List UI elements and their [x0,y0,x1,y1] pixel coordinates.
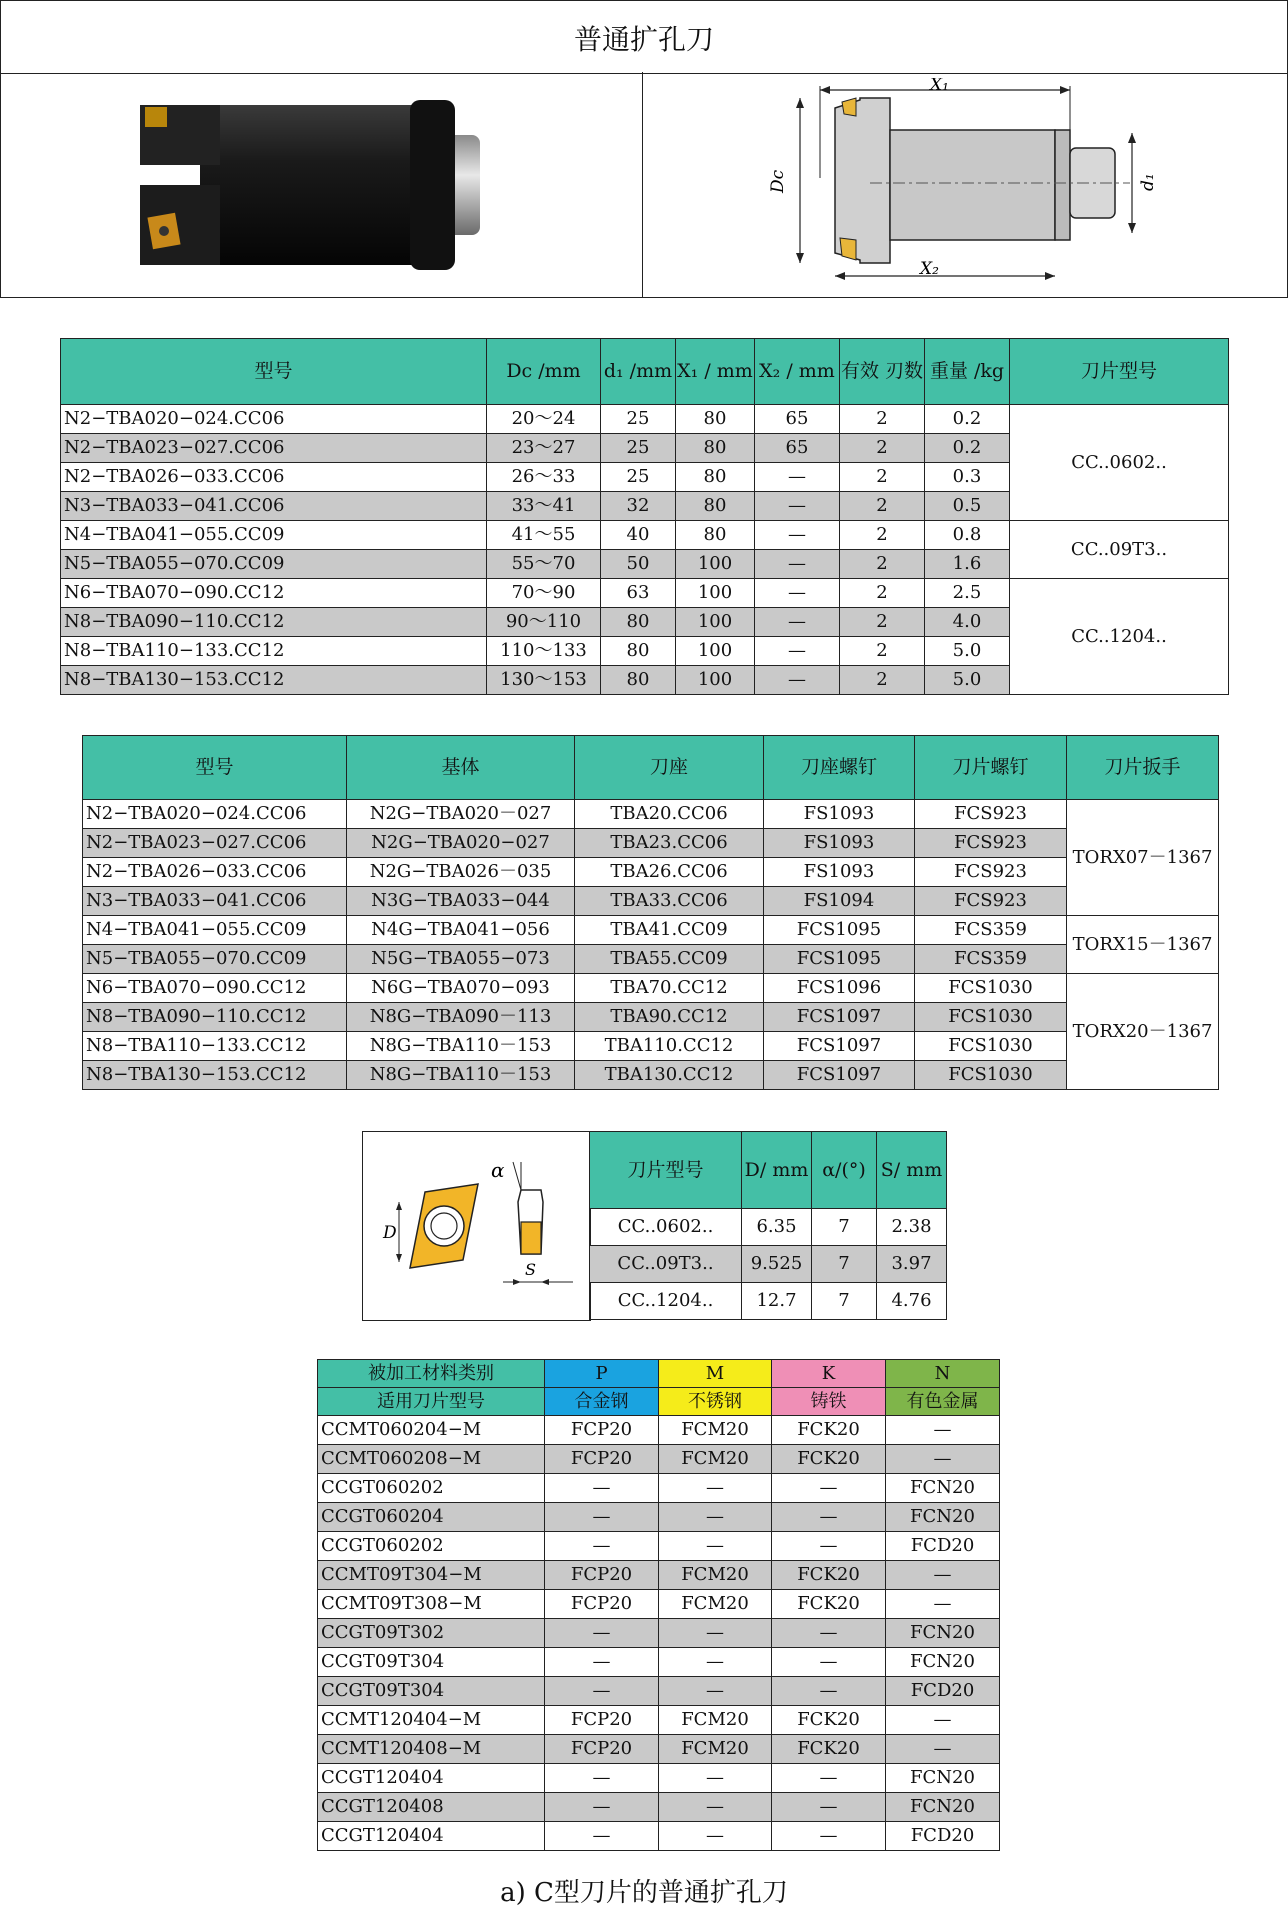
cell: CCGT060204 [318,1503,545,1532]
cell: FCP20 [545,1445,659,1474]
cell: FCS923 [915,887,1067,916]
cell: 2.38 [877,1209,947,1246]
cell: FCP20 [545,1735,659,1764]
cell: N2−TBA020−024.CC06 [61,405,487,434]
cell: 65 [755,434,840,463]
cell: FCK20 [772,1735,886,1764]
cell: — [659,1793,772,1822]
cell: FCS1097 [764,1003,915,1032]
cell: CCGT120408 [318,1793,545,1822]
cell: FCN20 [886,1648,1000,1677]
cell: FCN20 [886,1619,1000,1648]
cell: N3G−TBA033−044 [347,887,575,916]
material-n: N [886,1360,1000,1388]
cell: 0.5 [925,492,1010,521]
cell: — [772,1503,886,1532]
cell: N4−TBA041−055.CC09 [61,521,487,550]
cell: 2 [840,434,925,463]
wrench-group: TORX07－1367 [1067,800,1219,916]
col-header: 刀片型号 [590,1132,742,1209]
cell: CCGT120404 [318,1822,545,1851]
tool-parts-table [82,735,1219,1090]
cell: — [659,1532,772,1561]
cell: N6G−TBA070−093 [347,974,575,1003]
cell: 100 [676,666,755,695]
cell: — [659,1619,772,1648]
insert-alpha-label: α [491,1158,505,1182]
cell: FCS923 [915,858,1067,887]
cell: TBA41.CC09 [575,916,764,945]
material-p: P [545,1360,659,1388]
cell: 65 [755,405,840,434]
insert-group: CC..0602.. [1010,405,1229,521]
cell: N2−TBA026−033.CC06 [61,463,487,492]
cell: N8−TBA130−153.CC12 [83,1061,347,1090]
material-p-name: 合金钢 [545,1388,659,1416]
col-header: D/ mm [742,1132,812,1209]
cell: CCGT09T304 [318,1648,545,1677]
cell: — [755,492,840,521]
wrench-group: TORX20－1367 [1067,974,1219,1090]
cell: 80 [601,637,676,666]
cell: — [755,521,840,550]
cell: FCM20 [659,1590,772,1619]
cell: N2G−TBA020－027 [347,800,575,829]
material-m: M [659,1360,772,1388]
col-header: 刀座 [575,736,764,800]
cell: FCK20 [772,1590,886,1619]
cell: 25 [601,405,676,434]
cell: FCN20 [886,1474,1000,1503]
cell: — [545,1648,659,1677]
d1-label: d₁ [1138,173,1158,191]
cell: FCM20 [659,1735,772,1764]
cell: FCS1096 [764,974,915,1003]
cell: 0.2 [925,405,1010,434]
cell: FCN20 [886,1793,1000,1822]
cell: 7 [812,1209,877,1246]
cell: CCMT09T304−M [318,1561,545,1590]
cell: 0.2 [925,434,1010,463]
cell: N8G−TBA110－153 [347,1032,575,1061]
x1-label: X₁ [930,78,949,95]
cell: CC..09T3.. [590,1246,742,1283]
cell: FCS1030 [915,974,1067,1003]
cell: 100 [676,637,755,666]
tool-diagram [760,78,1160,293]
cell: FS1094 [764,887,915,916]
cell: — [772,1793,886,1822]
col-header: 基体 [347,736,575,800]
cell: — [545,1764,659,1793]
cell: N8G−TBA090－113 [347,1003,575,1032]
cell: — [886,1561,1000,1590]
page-title: 普通扩孔刀 [573,23,714,56]
cell: N2−TBA020−024.CC06 [83,800,347,829]
cell: 80 [676,463,755,492]
cell: — [545,1532,659,1561]
cell: — [772,1532,886,1561]
cell: 12.7 [742,1283,812,1320]
cell: N2−TBA023−027.CC06 [61,434,487,463]
cell: — [659,1764,772,1793]
cell: 7 [812,1283,877,1320]
x2-label: X₂ [920,259,939,279]
insert-drawing [363,1132,590,1320]
cell: 6.35 [742,1209,812,1246]
cell: FCP20 [545,1416,659,1445]
cell: N3−TBA033−041.CC06 [61,492,487,521]
cell: — [772,1648,886,1677]
cell: — [545,1619,659,1648]
cell: CCMT060204−M [318,1416,545,1445]
cell: 1.6 [925,550,1010,579]
cell: CCMT120408−M [318,1735,545,1764]
cell: FCS359 [915,916,1067,945]
cell: 0.3 [925,463,1010,492]
cell: FCD20 [886,1532,1000,1561]
cell: 110～133 [487,637,601,666]
cell: CCGT060202 [318,1474,545,1503]
cell: FS1093 [764,858,915,887]
col-header: 有效 刃数 [840,339,925,405]
cell: — [886,1735,1000,1764]
cell: 100 [676,608,755,637]
cell: — [755,579,840,608]
cell: FCS1030 [915,1032,1067,1061]
cell: N2−TBA026−033.CC06 [83,858,347,887]
cell: FCS1097 [764,1032,915,1061]
cell: — [772,1677,886,1706]
cell: 2 [840,492,925,521]
cell: N3−TBA033−041.CC06 [83,887,347,916]
cell: 4.76 [877,1283,947,1320]
cell: 80 [676,434,755,463]
cell: — [545,1822,659,1851]
insert-d-label: D [383,1223,397,1243]
tool-spec-table [60,338,1229,695]
cell: FCS1097 [764,1061,915,1090]
cell: 2 [840,463,925,492]
cell: — [772,1822,886,1851]
insert-type-label: 适用刀片型号 [318,1388,545,1416]
cell: 80 [676,492,755,521]
cell: FCP20 [545,1561,659,1590]
cell: TBA26.CC06 [575,858,764,887]
cell: 40 [601,521,676,550]
cell: 130～153 [487,666,601,695]
cell: 50 [601,550,676,579]
cell: 80 [676,405,755,434]
cell: 80 [601,666,676,695]
cell: N2−TBA023−027.CC06 [83,829,347,858]
cell: N6−TBA070−090.CC12 [83,974,347,1003]
dc-label: Dc [768,169,788,193]
cell: FCS1095 [764,916,915,945]
cell: 7 [812,1246,877,1283]
tool-photo [140,95,520,280]
cell: FS1093 [764,829,915,858]
cell: CCMT060208−M [318,1445,545,1474]
cell: 80 [601,608,676,637]
cell: 2 [840,666,925,695]
cell: N4G−TBA041−056 [347,916,575,945]
cell: — [659,1677,772,1706]
cell: FCS1030 [915,1061,1067,1090]
cell: 9.525 [742,1246,812,1283]
cell: — [772,1619,886,1648]
cell: TBA130.CC12 [575,1061,764,1090]
col-header: X₂ / mm [755,339,840,405]
cell: CCGT09T304 [318,1677,545,1706]
cell: FCM20 [659,1445,772,1474]
cell: 90～110 [487,608,601,637]
material-k-name: 铸铁 [772,1388,886,1416]
cell: — [755,608,840,637]
cell: — [886,1445,1000,1474]
cell: FCD20 [886,1822,1000,1851]
cell: CCGT120404 [318,1764,545,1793]
wrench-group: TORX15－1367 [1067,916,1219,974]
cell: N2G−TBA026－035 [347,858,575,887]
col-header: 刀座螺钉 [764,736,915,800]
cell: FCN20 [886,1503,1000,1532]
col-header: α/(°) [812,1132,877,1209]
cell: — [755,666,840,695]
material-n-name: 有色金属 [886,1388,1000,1416]
cell: FCS923 [915,800,1067,829]
cell: N8−TBA090−110.CC12 [61,608,487,637]
cell: FCK20 [772,1561,886,1590]
cell: — [772,1474,886,1503]
material-label: 被加工材料类别 [318,1360,545,1388]
cell: FCS923 [915,829,1067,858]
cell: FCS1095 [764,945,915,974]
cell: — [755,637,840,666]
cell: — [659,1474,772,1503]
cell: FCN20 [886,1764,1000,1793]
cell: FCS359 [915,945,1067,974]
cell: TBA23.CC06 [575,829,764,858]
cell: — [659,1503,772,1532]
cell: 2 [840,521,925,550]
figure-caption: a) C型刀片的普通扩孔刀 [500,1878,788,1908]
cell: — [659,1822,772,1851]
cell: 5.0 [925,637,1010,666]
cell: 2 [840,579,925,608]
image-divider [642,72,643,298]
col-header: 刀片扳手 [1067,736,1219,800]
cell: FCS1030 [915,1003,1067,1032]
insert-s-label: S [525,1260,536,1279]
cell: N8−TBA130−153.CC12 [61,666,487,695]
insert-drawing-box [362,1131,591,1321]
insert-group: CC..1204.. [1010,579,1229,695]
cell: 20～24 [487,405,601,434]
cell: FCP20 [545,1706,659,1735]
cell: N5−TBA055−070.CC09 [61,550,487,579]
col-header: 型号 [61,339,487,405]
cell: — [886,1416,1000,1445]
cell: TBA55.CC09 [575,945,764,974]
cell: — [659,1648,772,1677]
cell: FCM20 [659,1561,772,1590]
col-header: Dc /mm [487,339,601,405]
cell: FCD20 [886,1677,1000,1706]
cell: — [755,550,840,579]
cell: — [545,1503,659,1532]
cell: — [545,1474,659,1503]
insert-dimensions-table [589,1131,947,1320]
cell: N4−TBA041−055.CC09 [83,916,347,945]
cell: FCM20 [659,1706,772,1735]
cell: 0.8 [925,521,1010,550]
cell: FCK20 [772,1445,886,1474]
cell: 26～33 [487,463,601,492]
cell: FCK20 [772,1416,886,1445]
cell: 32 [601,492,676,521]
cell: FS1093 [764,800,915,829]
cell: TBA33.CC06 [575,887,764,916]
material-m-name: 不锈钢 [659,1388,772,1416]
cell: CCMT09T308−M [318,1590,545,1619]
cell: N8G−TBA110－153 [347,1061,575,1090]
cell: 80 [676,521,755,550]
cell: 100 [676,579,755,608]
cell: 3.97 [877,1246,947,1283]
cell: CCMT120404−M [318,1706,545,1735]
cell: N5−TBA055−070.CC09 [83,945,347,974]
cell: 70～90 [487,579,601,608]
cell: 100 [676,550,755,579]
cell: CCGT09T302 [318,1619,545,1648]
col-header: S/ mm [877,1132,947,1209]
cell: — [545,1793,659,1822]
cell: TBA90.CC12 [575,1003,764,1032]
cell: CCGT060202 [318,1532,545,1561]
col-header: 重量 /kg [925,339,1010,405]
cell: 5.0 [925,666,1010,695]
cell: 2.5 [925,579,1010,608]
cell: 2 [840,550,925,579]
cell: 25 [601,434,676,463]
cell: — [545,1677,659,1706]
cell: — [772,1764,886,1793]
cell: FCP20 [545,1590,659,1619]
cell: 23～27 [487,434,601,463]
cell: — [886,1706,1000,1735]
cell: — [886,1590,1000,1619]
material-k: K [772,1360,886,1388]
cell: 33～41 [487,492,601,521]
cell: N8−TBA090−110.CC12 [83,1003,347,1032]
cell: 55～70 [487,550,601,579]
col-header: 刀片螺钉 [915,736,1067,800]
cell: 41～55 [487,521,601,550]
cell: 25 [601,463,676,492]
cell: — [755,463,840,492]
cell: FCM20 [659,1416,772,1445]
cell: 63 [601,579,676,608]
cell: 2 [840,637,925,666]
col-header: 刀片型号 [1010,339,1229,405]
cell: N2G−TBA020−027 [347,829,575,858]
cell: N8−TBA110−133.CC12 [61,637,487,666]
cell: N6−TBA070−090.CC12 [61,579,487,608]
cell: 2 [840,405,925,434]
cell: N5G−TBA055−073 [347,945,575,974]
cell: TBA110.CC12 [575,1032,764,1061]
cell: TBA70.CC12 [575,974,764,1003]
insert-group: CC..09T3.. [1010,521,1229,579]
cell: FCK20 [772,1706,886,1735]
cell: CC..1204.. [590,1283,742,1320]
grade-selection-table [317,1359,1000,1851]
col-header: X₁ / mm [676,339,755,405]
col-header: d₁ /mm [601,339,676,405]
cell: CC..0602.. [590,1209,742,1246]
cell: 2 [840,608,925,637]
cell: N8−TBA110−133.CC12 [83,1032,347,1061]
cell: 4.0 [925,608,1010,637]
col-header: 型号 [83,736,347,800]
cell: TBA20.CC06 [575,800,764,829]
